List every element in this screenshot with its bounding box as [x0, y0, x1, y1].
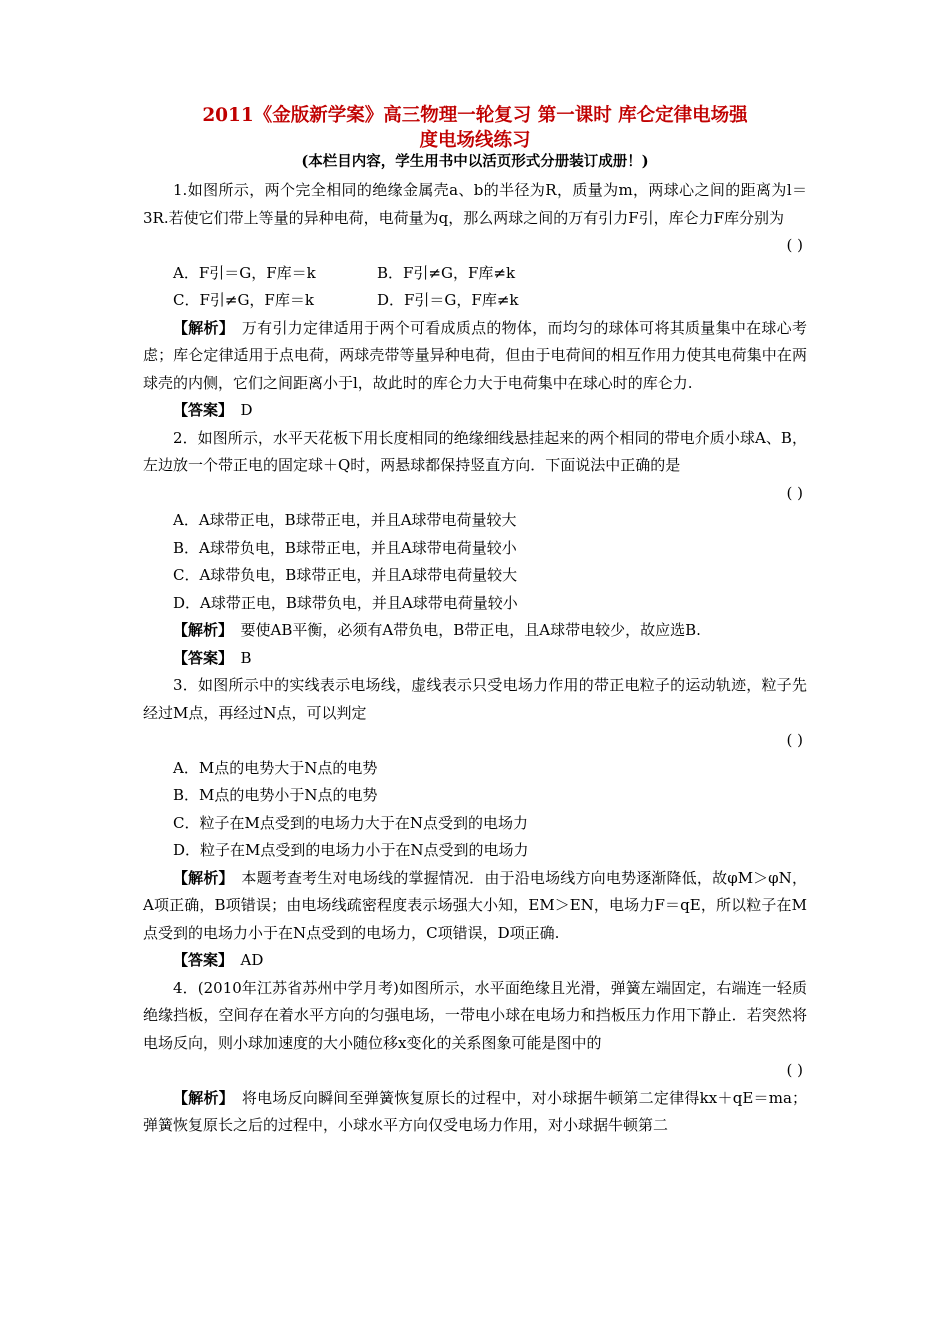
title-line-1: 2011《金版新学案》高三物理一轮复习 第一课时 库仑定律电场强: [202, 105, 748, 126]
q3-analysis-text: 本题考查考生对电场线的掌握情况．由于沿电场线方向电势逐渐降低，故φM＞φN，A项正确，B项错误；由电场线疏密程度表示场强大小知，EM＞EN，电场力F＝qE，所以粒子在M点受到的电场力小于在N点受到的电场力，C项错误，D项正确.: [143, 868, 807, 942]
q2-option-a: A．A球带正电，B球带正电，并且A球带电荷量较大: [173, 511, 517, 529]
q2-option-d: D．A球带正电，B球带负电，并且A球带电荷量较小: [173, 593, 518, 612]
title-line-2: 度电场线练习: [419, 130, 531, 151]
document-subtitle: (本栏目内容，学生用书中以活页形式分册装订成册！): [301, 153, 649, 170]
q2-analysis-text: 要使AB平衡，必须有A带负电，B带正电，且A球带电较少，故应选B.: [240, 621, 701, 639]
q2-analysis: [143, 617, 807, 645]
q2-analysis-label: 【解析】: [173, 621, 226, 639]
q1-option-d: D．F引＝G，F库≠k: [377, 291, 519, 309]
q2-answer-blank: ( ): [786, 483, 803, 502]
q3-option-a: A．M点的电势大于N点的电势: [173, 758, 378, 777]
q1-option-b: B．F引≠G，F库≠k: [377, 263, 516, 282]
q4-analysis-text: 将电场反向瞬间至弹簧恢复原长的过程中，对小球据牛顿第二定律得kx＋qE＝ma；弹簧恢复原长之后的过程中，小球水平方向仅受电场力作用，对小球据牛顿第二: [143, 1088, 807, 1134]
q3-analysis: [143, 865, 807, 948]
q3-answer: [143, 947, 807, 975]
q1-answer-label: 【答案】: [173, 401, 226, 419]
q1-analysis: [143, 315, 807, 398]
q1-option-a: A．F引＝G，F库＝k: [173, 263, 316, 282]
q3-answer-blank: ( ): [786, 731, 803, 749]
q4-answer-blank: ( ): [786, 1061, 803, 1079]
q2-answer: [143, 645, 807, 673]
q1-stem: 1.如图所示，两个完全相同的绝缘金属壳a、b的半径为R，质量为m，两球心之间的距离为l＝3R.若使它们带上等量的异种电荷，电荷量为q，那么两球之间的万有引力F引，库仑力F库分别为: [143, 181, 807, 227]
q1-answer-value: D: [240, 401, 253, 419]
document-body: [143, 177, 807, 1140]
q3-option-c: C．粒子在M点受到的电场力大于在N点受到的电场力: [173, 813, 528, 832]
q2-option-b: B．A球带负电，B球带正电，并且A球带电荷量较小: [173, 538, 517, 557]
q2-answer-label: 【答案】: [173, 648, 226, 667]
q1-analysis-label: 【解析】: [173, 318, 227, 337]
q3-analysis-label: 【解析】: [173, 868, 227, 887]
q4-analysis-label: 【解析】: [173, 1088, 227, 1107]
q1-answer: [143, 397, 807, 425]
q1-analysis-text: 万有引力定律适用于两个可看成质点的物体，而均匀的球体可将其质量集中在球心考虑；库仑定律适用于点电荷，两球壳带等量异种电荷，但由于电荷间的相互作用力使其电荷集中在两球壳的内侧，它们之间距离小于l，故此时的库仑力大于电荷集中在球心时的库仑力.: [143, 318, 807, 392]
q3-answer-label: 【答案】: [173, 951, 226, 969]
document-title: [140, 103, 810, 153]
q2-option-c: C．A球带负电，B球带正电，并且A球带电荷量较大: [173, 566, 518, 584]
q2-stem: 2．如图所示，水平天花板下用长度相同的绝缘细线悬挂起来的两个相同的带电介质小球A、B，左边放一个带正电的固定球＋Q时，两悬球都保持竖直方向．下面说法中正确的是: [143, 428, 807, 474]
q1-options-row-2: [143, 287, 807, 315]
q3-stem: 3．如图所示中的实线表示电场线，虚线表示只受电场力作用的带正电粒子的运动轨迹，粒子先经过M点，再经过N点，可以判定: [143, 676, 807, 722]
q2-answer-value: B: [240, 648, 252, 667]
q4-analysis: [143, 1085, 807, 1140]
q4-stem: 4．(2010年江苏省苏州中学月考)如图所示，水平面绝缘且光滑，弹簧左端固定，右端连一轻质绝缘挡板，空间存在着水平方向的匀强电场，一带电小球在电场力和挡板压力作用下静止．若突然将电场反向，则小球加速度的大小随位移x变化的关系图象可能是图中的: [143, 978, 807, 1052]
q3-option-d: D．粒子在M点受到的电场力小于在N点受到的电场力: [173, 841, 529, 859]
q3-option-b: B．M点的电势小于N点的电势: [173, 786, 378, 804]
q1-options-row-1: [143, 260, 807, 288]
q1-answer-blank: ( ): [786, 236, 803, 254]
q1-option-c: C．F引≠G，F库＝k: [173, 291, 314, 309]
q3-answer-value: AD: [240, 951, 264, 969]
